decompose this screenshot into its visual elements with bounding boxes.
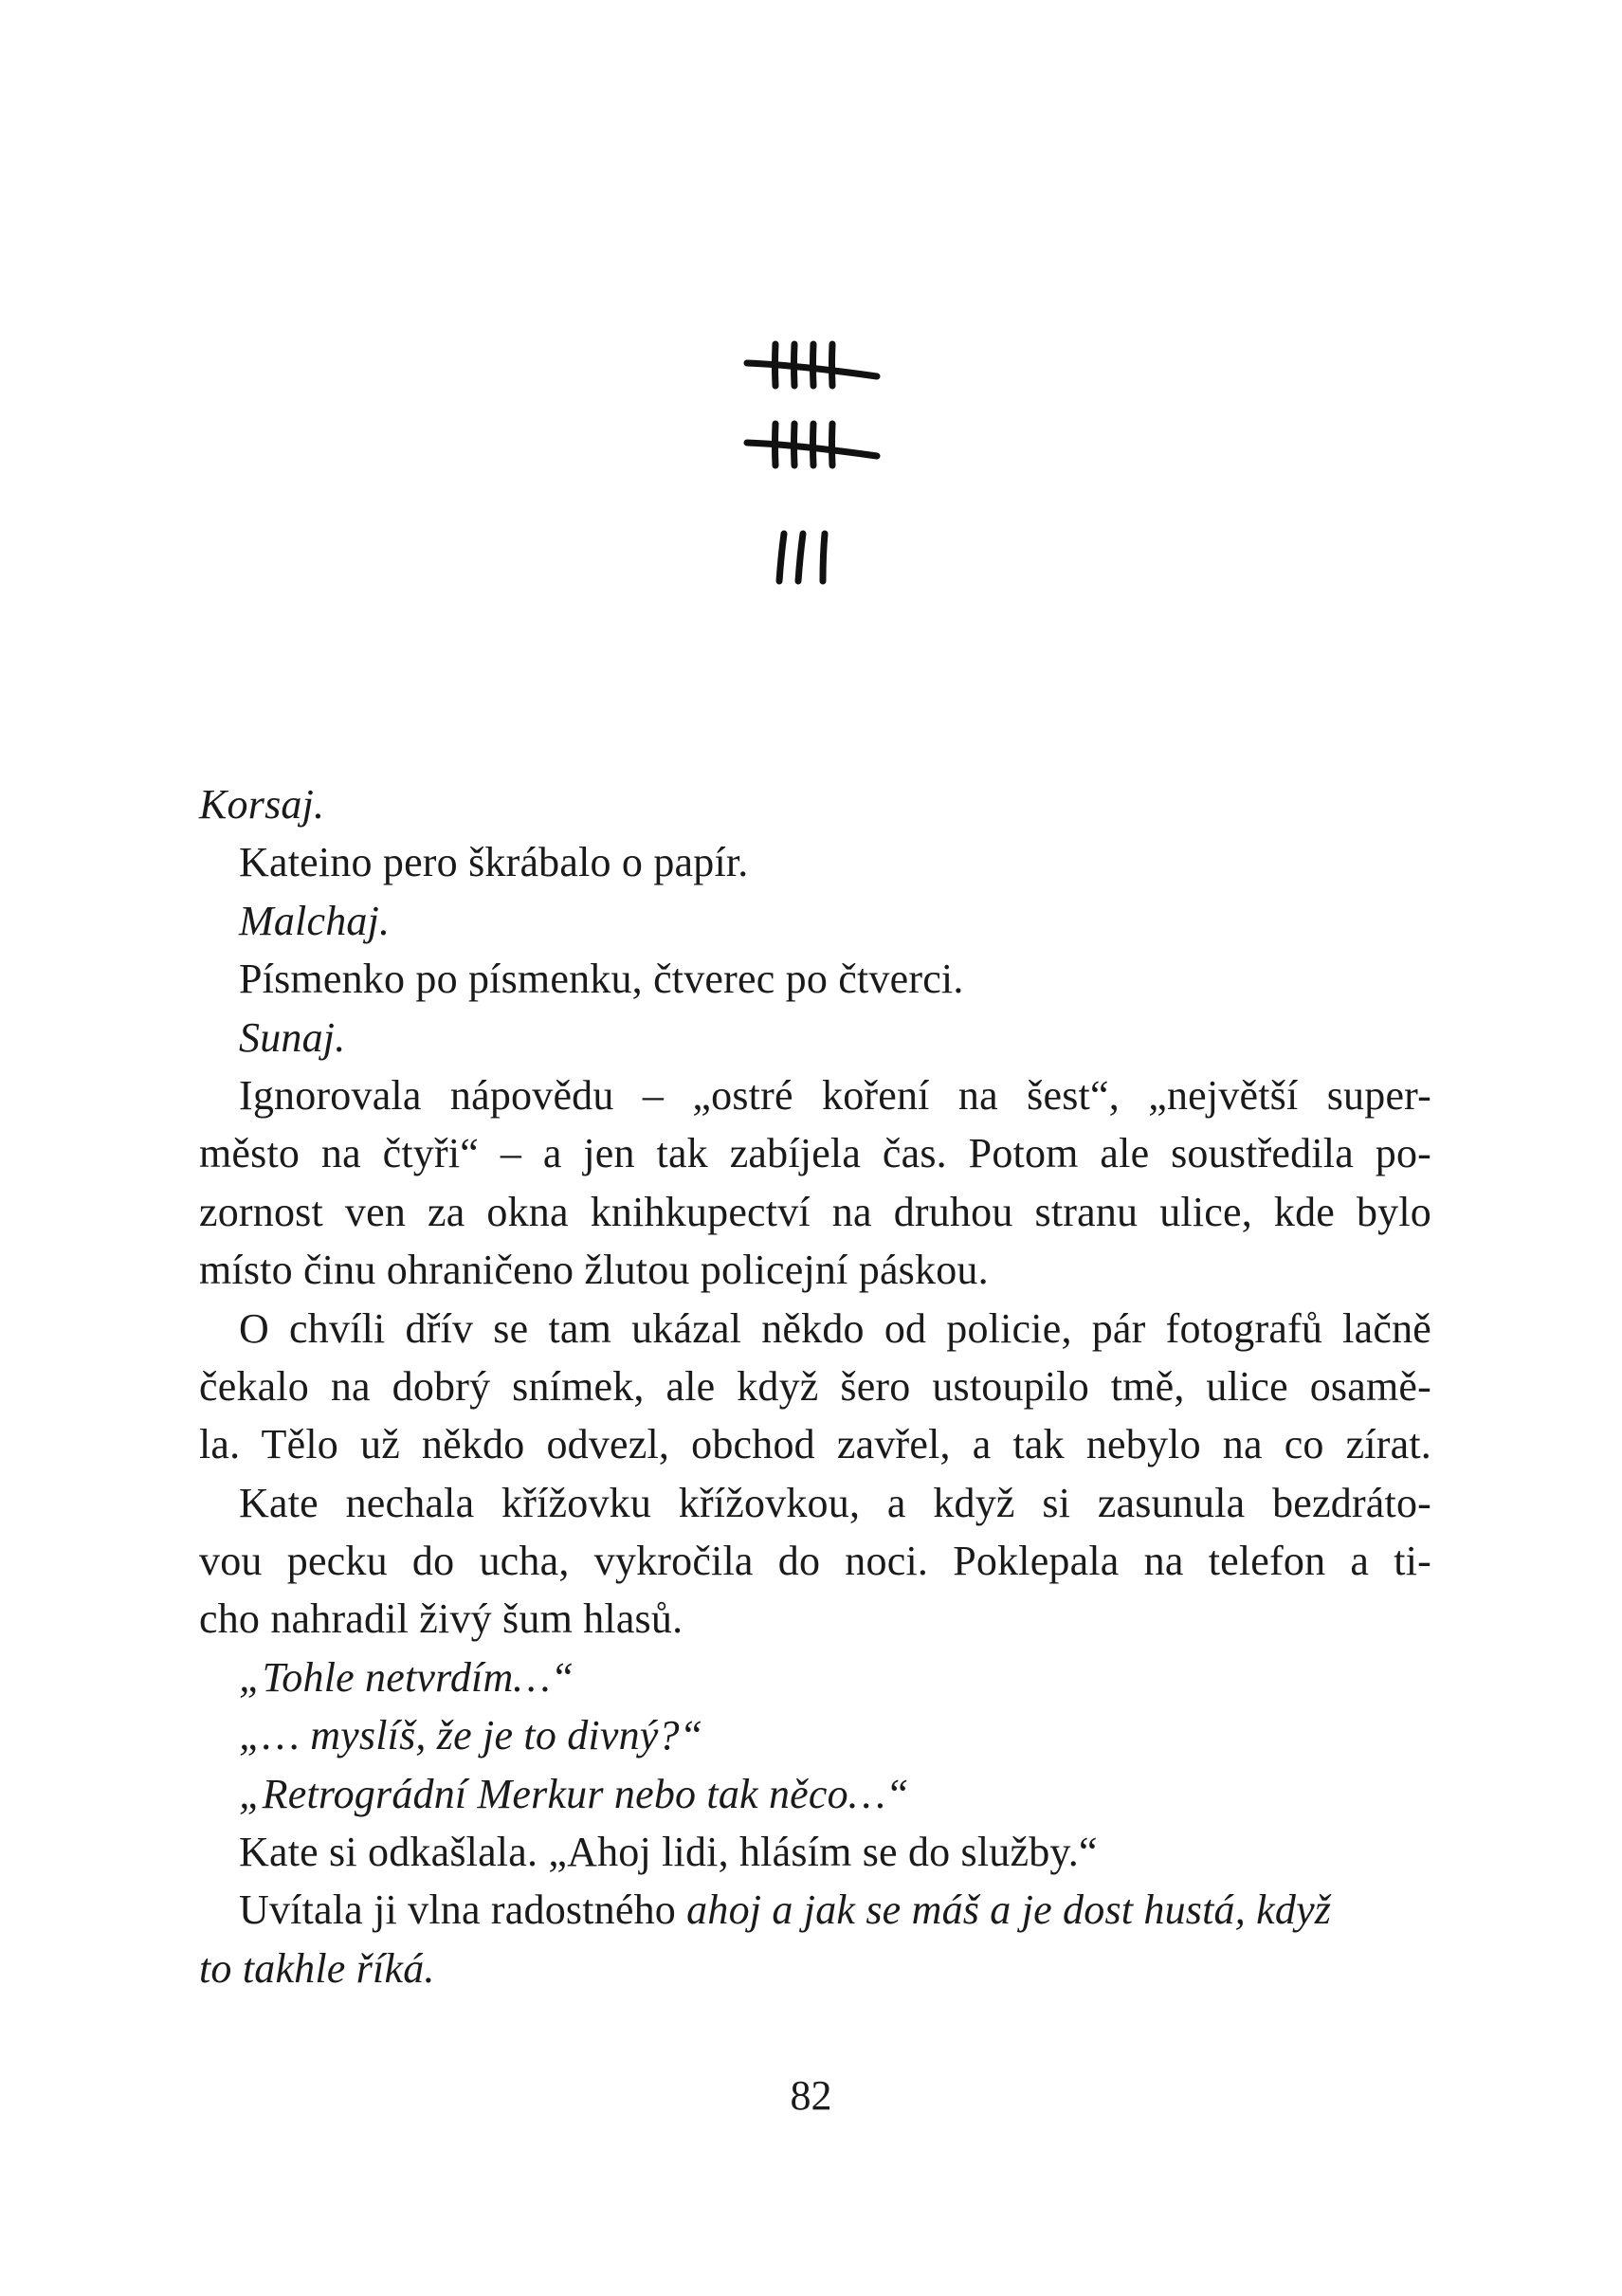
text-line: Kate si odkašlala. „Ahoj lidi, hlásím se do služby.“ xyxy=(239,1829,1098,1876)
text-line: „… myslíš, že je to divný?“ xyxy=(239,1712,703,1759)
text-line: „Retrográdní Merkur nebo tak něco…“ xyxy=(239,1770,909,1817)
text-line: Ignorovala nápovědu – „ostré koření na šest“, „největší super- xyxy=(239,1071,1431,1119)
text-line: Kateino pero škrábalo o papír. xyxy=(239,839,749,886)
text-line: to takhle říká. xyxy=(199,1944,435,1992)
tally-group-five xyxy=(747,344,877,386)
tally-group-five xyxy=(747,424,877,465)
text-line: Uvítala ji vlna radostného ahoj a jak se máš a je dost hustá, když xyxy=(239,1886,1332,1934)
text-line: la. Tělo už někdo odvezl, obchod zavřel, a tak nebylo na co zírat. xyxy=(199,1421,1431,1468)
text-line: Malchaj. xyxy=(239,897,391,944)
text-line: cho nahradil živý šum hlasů. xyxy=(199,1595,683,1643)
text-line: „Tohle netvrdím…“ xyxy=(239,1653,574,1701)
text-line: vou pecku do ucha, vykročila do noci. Poklepala na telefon a ti- xyxy=(199,1538,1431,1585)
text-line: Písmenko po písmenku, čtverec po čtverci. xyxy=(239,956,964,1003)
text-line: čekalo na dobrý snímek, ale když šero ustoupilo tmě, ulice osamě- xyxy=(199,1362,1431,1410)
text-line: místo činu ohraničeno žlutou policejní páskou. xyxy=(199,1247,989,1294)
page-number: 82 xyxy=(790,2072,832,2119)
text-line: město na čtyři“ – a jen tak zabíjela čas. Potom ale soustředila po- xyxy=(199,1130,1431,1177)
tally-mark-illustration xyxy=(739,327,901,602)
text-line: Sunaj. xyxy=(239,1013,346,1061)
tally-group-three xyxy=(779,534,825,581)
text-line: O chvíli dřív se tam ukázal někdo od policie, pár fotografů lačně xyxy=(239,1304,1431,1352)
text-line: zornost ven za okna knihkupectví na druhou stranu ulice, kde bylo xyxy=(199,1188,1431,1235)
text-line: Korsaj. xyxy=(199,781,325,828)
text-line: Kate nechala křížovku křížovkou, a když si zasunula bezdráto- xyxy=(239,1479,1431,1526)
body-text xyxy=(199,775,1431,1997)
